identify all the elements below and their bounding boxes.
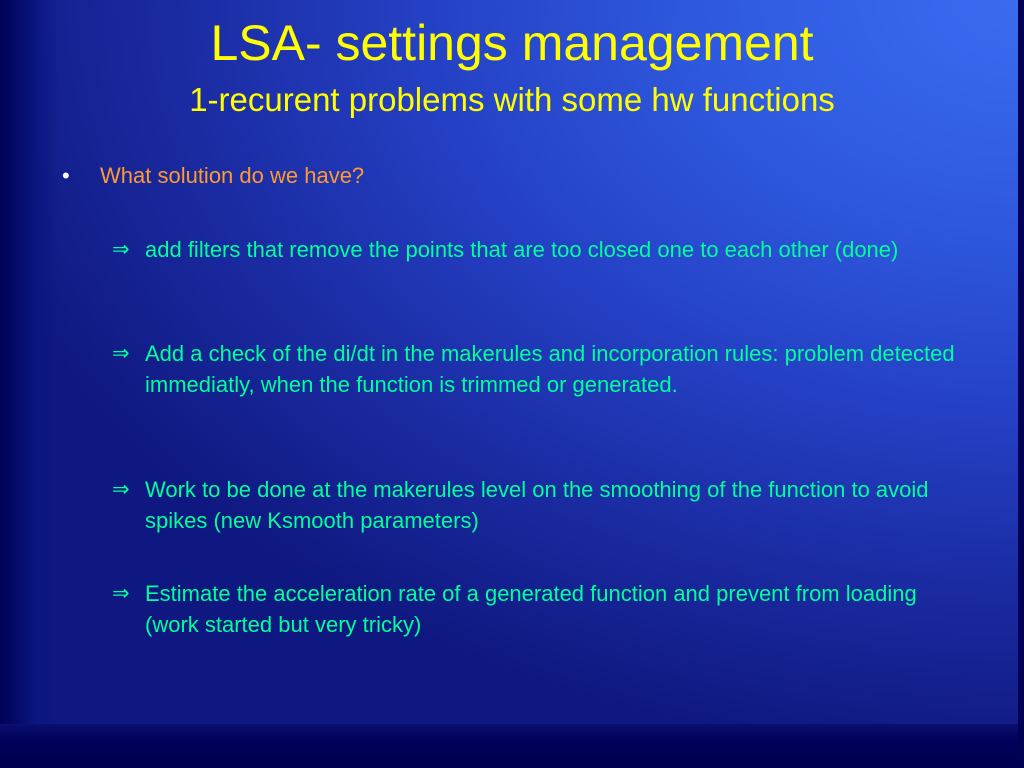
implies-arrow-icon: ⇒ (112, 477, 130, 501)
implies-arrow-icon: ⇒ (112, 581, 130, 605)
list-item-text: add filters that remove the points that are too closed one to each other (done) (145, 237, 899, 262)
implies-arrow-icon: ⇒ (112, 237, 130, 261)
slide-title: LSA- settings management (210, 15, 814, 71)
list-item-text: Estimate the acceleration rate of a generated function and prevent from loading (work started but very tricky) (145, 581, 917, 637)
slide-frame-bottom (0, 724, 1024, 768)
bullet-question-text: What solution do we have? (100, 163, 365, 188)
slide-subtitle: 1-recurent problems with some hw functions (189, 81, 835, 118)
bullet-dot-icon: • (62, 163, 70, 188)
implies-arrow-icon: ⇒ (112, 341, 130, 365)
list-item-text: Work to be done at the makerules level on the smoothing of the function to avoid spikes (new Ksmooth parameters) (145, 477, 929, 533)
list-item-text: Add a check of the di/dt in the makerules and incorporation rules: problem detected immediatly, when the function is trimmed or generated. (145, 341, 955, 397)
